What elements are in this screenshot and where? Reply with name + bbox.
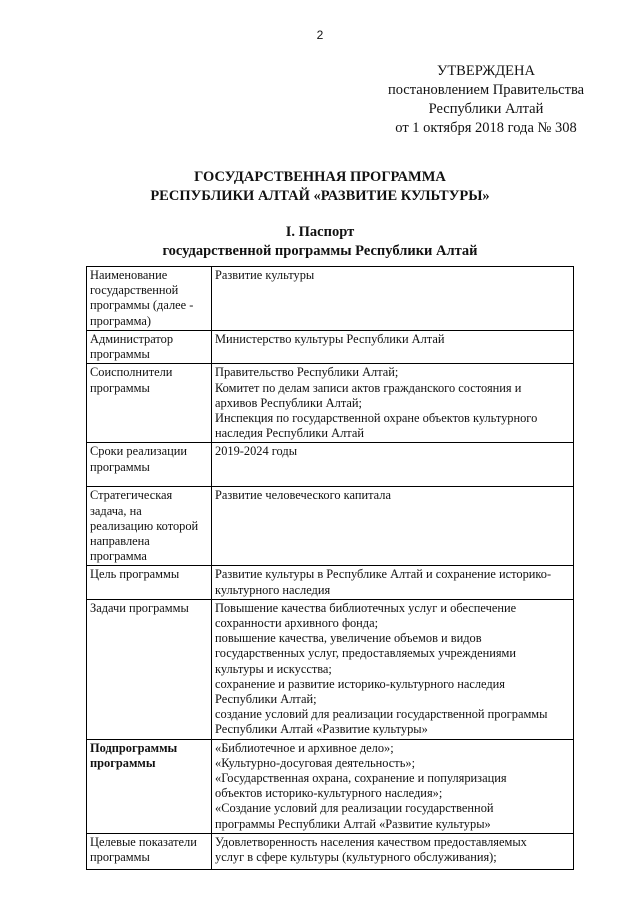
row-label-line: программы	[90, 850, 150, 865]
table-row	[87, 443, 574, 487]
row-label-line: Сроки реализации	[90, 444, 187, 459]
row-value-line: создание условий для реализации государственной программы	[215, 707, 548, 722]
row-label-line: Цель программы	[90, 567, 180, 582]
row-value-line: «Создание условий для реализации государственной	[215, 801, 494, 816]
row-label-line: программы (далее -	[90, 298, 194, 313]
row-value-line: объектов историко-культурного наследия»;	[215, 786, 443, 801]
row-label	[87, 267, 212, 331]
row-value-line: Республики Алтай;	[215, 692, 317, 707]
row-value-line: государственных услуг, предоставляемых учреждениями	[215, 646, 517, 661]
approval-line: Республики Алтай	[428, 101, 544, 117]
row-value-line: Развитие культуры	[215, 268, 315, 282]
row-label	[87, 566, 212, 599]
row-value-line: Республики Алтай «Развитие культуры»	[215, 722, 428, 737]
row-value	[212, 599, 574, 739]
row-label-line: Целевые показатели	[90, 834, 197, 849]
row-value-line: 2019-2024 годы	[215, 444, 298, 459]
row-label-line: Стратегическая	[90, 488, 173, 503]
title-line: ГОСУДАРСТВЕННАЯ ПРОГРАММА	[194, 169, 446, 185]
row-value-line: «Государственная охрана, сохранение и популяризация	[215, 771, 507, 786]
row-label-line: Наименование	[90, 268, 168, 282]
row-value-line: культуры и искусства;	[215, 661, 332, 676]
row-value-line: Комитет по делам записи актов гражданского состояния и	[215, 380, 522, 395]
approval-date: от 1 октября 2018 года № 308	[395, 120, 577, 136]
row-label	[87, 739, 212, 833]
row-value-line: Инспекция по государственной охране объектов культурного	[215, 411, 538, 426]
section-line: I. Паспорт	[285, 224, 355, 240]
row-label	[87, 443, 212, 487]
table-row	[87, 267, 574, 331]
row-value	[212, 331, 574, 364]
row-label-line: Администратор	[90, 332, 174, 346]
title-line: РЕСПУБЛИКИ АЛТАЙ «РАЗВИТИЕ КУЛЬТУРЫ»	[150, 188, 490, 204]
table-row	[87, 331, 574, 364]
document-title	[0, 168, 640, 206]
row-label-line: направлена	[90, 534, 150, 549]
row-value	[212, 739, 574, 833]
row-value-line: Развитие культуры в Республике Алтай и сохранение историко-	[215, 567, 552, 582]
approval-block	[370, 62, 602, 138]
table-row	[87, 833, 574, 869]
row-label-line: задача, на	[90, 503, 142, 518]
row-label-line: реализацию которой	[90, 518, 199, 533]
row-label	[87, 833, 212, 869]
row-label-line: программы	[90, 347, 150, 362]
table-row	[87, 739, 574, 833]
row-value	[212, 566, 574, 599]
row-label-line: Соисполнители	[90, 365, 173, 380]
row-value-line: повышение качества, увеличение объемов и видов	[215, 631, 482, 646]
row-label-line: государственной	[90, 283, 179, 298]
row-value-line: Удовлетворенность населения качеством предоставляемых	[215, 834, 527, 849]
row-value	[212, 487, 574, 566]
row-value-line: сохранение и развитие историко-культурного наследия	[215, 676, 505, 691]
row-label-line: Задачи программы	[90, 600, 189, 615]
approval-heading: УТВЕРЖДЕНА	[437, 63, 535, 79]
row-label	[87, 364, 212, 443]
table-row	[87, 599, 574, 739]
row-label-line: программа	[90, 549, 147, 564]
row-value-line: архивов Республики Алтай;	[215, 395, 362, 410]
section-heading	[0, 223, 640, 261]
row-value-line: «Библиотечное и архивное дело»;	[215, 740, 394, 755]
page-number: 2	[316, 28, 324, 42]
row-label	[87, 599, 212, 739]
row-value-line: сохранности архивного фонда;	[215, 616, 379, 631]
row-value-line: Министерство культуры Республики Алтай	[215, 332, 445, 346]
row-value	[212, 443, 574, 487]
row-value	[212, 364, 574, 443]
row-value-line: Развитие человеческого капитала	[215, 488, 391, 503]
row-label	[87, 487, 212, 566]
row-value-line: наследия Республики Алтай	[215, 426, 364, 441]
section-line: государственной программы Республики Алтай	[162, 243, 478, 259]
row-value-line: услуг в сфере культуры (культурного обслуживания);	[215, 850, 497, 865]
row-value-line: культурного наследия	[215, 582, 331, 597]
row-value	[212, 267, 574, 331]
row-label	[87, 331, 212, 364]
row-label-line: программы	[90, 755, 156, 770]
row-label-line: программа)	[90, 313, 152, 328]
row-value	[212, 833, 574, 869]
row-value-line: программы Республики Алтай «Развитие культуры»	[215, 816, 491, 831]
row-label-line: Подпрограммы	[90, 740, 178, 755]
row-label-line: программы	[90, 459, 150, 474]
table-row	[87, 566, 574, 599]
row-value-line: Правительство Республики Алтай;	[215, 365, 399, 380]
approval-line: постановлением Правительства	[387, 82, 585, 98]
passport-table	[86, 266, 574, 870]
table-row	[87, 364, 574, 443]
table-row	[87, 487, 574, 566]
row-label-line: программы	[90, 380, 150, 395]
row-value-line: Повышение качества библиотечных услуг и обеспечение	[215, 600, 517, 615]
row-value-line: «Культурно-досуговая деятельность»;	[215, 755, 416, 770]
